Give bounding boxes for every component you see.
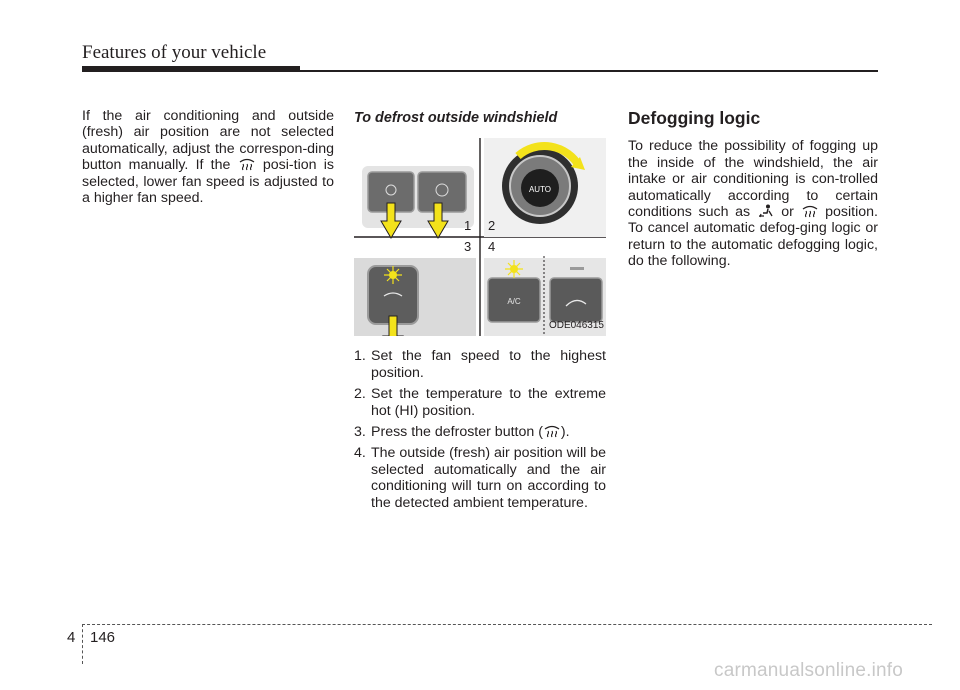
defogging-text-2: position. To cancel automatic defog-ging logic or return to the automatic defogging logic, do the following. — [628, 204, 878, 270]
panel-number-2: 2 — [488, 218, 496, 234]
step-number: 4. — [354, 445, 366, 462]
step-text: The outside (fresh) air position will be selected automatically and the air conditioning will turn on according to the detected ambient temperature. — [371, 445, 606, 511]
chapter-number: 4 — [67, 629, 76, 646]
defrost-icon — [801, 204, 819, 218]
temperature-knob-panel — [484, 138, 606, 237]
panel-number-1: 1 — [464, 218, 472, 234]
climate-control-figure — [354, 138, 606, 336]
footer-divider — [82, 624, 83, 664]
figure-code: ODE046315 — [548, 320, 604, 331]
defogging-section — [628, 110, 878, 270]
defrost-button-panel — [354, 258, 476, 336]
header-rule — [300, 70, 878, 72]
step-text-after: ). — [560, 424, 570, 441]
step-2 — [354, 386, 606, 419]
ac-label: A/C — [507, 297, 521, 307]
defogging-text-1: To reduce the possibility of fogging up the inside of the windshield, the air intake or air conditioning is con-trolled automatically according to certain conditions such as — [628, 138, 878, 221]
defrost-steps — [354, 348, 606, 511]
intro-text-2: posi-tion is selected, lower fan speed is adjusted to a higher fan speed. — [82, 157, 334, 207]
auto-label: AUTO — [528, 185, 552, 195]
footer-rule — [82, 624, 932, 625]
step-number: 2. — [354, 386, 366, 403]
step-1 — [354, 348, 606, 381]
panel-number-4: 4 — [488, 239, 496, 255]
intro-text-1: If the air conditioning and outside (fresh) air position are not selected automatically, adjust the correspon-ding button manually. If the — [82, 108, 334, 174]
defrost-icon — [543, 424, 561, 438]
defogging-paragraph — [628, 138, 878, 269]
step-4 — [354, 445, 606, 511]
step-number: 3. — [354, 424, 366, 441]
climate-panel-illustration — [354, 138, 606, 336]
watermark-text: carmanualsonline.info — [714, 660, 904, 681]
defogging-heading: Defogging logic — [628, 108, 761, 128]
step-3 — [354, 424, 606, 440]
defogging-or: or — [781, 204, 794, 221]
section-title: Features of your vehicle — [82, 42, 267, 63]
header-bar — [82, 66, 300, 72]
intro-paragraph — [82, 108, 334, 206]
floor-defrost-icon — [757, 204, 775, 218]
defrost-subheading: To defrost outside windshield — [354, 110, 558, 126]
step-number: 1. — [354, 348, 366, 365]
step-text: Set the fan speed to the highest position. — [371, 348, 606, 381]
panel-number-3: 3 — [464, 239, 472, 255]
step-text: Set the temperature to the extreme hot (HI) position. — [371, 386, 606, 419]
fan-speed-panel — [362, 166, 474, 238]
defrost-icon — [238, 157, 256, 171]
recirculation-indicator — [570, 267, 584, 270]
defrost-section — [354, 108, 606, 516]
step-text-before: Press the defroster button ( — [371, 424, 543, 441]
page-number: 146 — [90, 629, 116, 646]
